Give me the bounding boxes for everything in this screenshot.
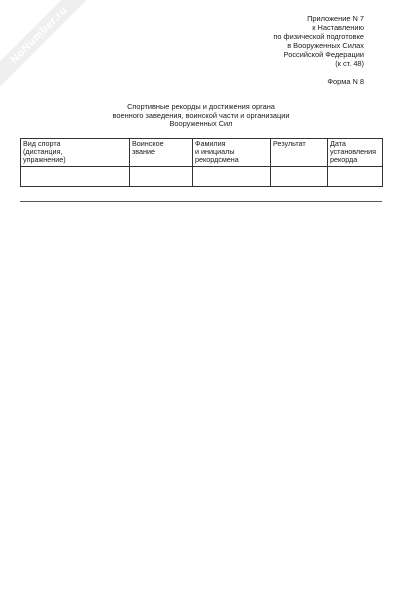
header-name: Фамилия и инициалы рекордсмена	[193, 139, 271, 167]
appendix-line: Приложение N 7	[307, 14, 364, 23]
title-line: Вооруженных Сил	[169, 119, 233, 129]
header-date: Дата установления рекорда	[328, 139, 383, 167]
table-cell[interactable]	[21, 167, 130, 187]
appendix-line: к Наставлению	[312, 23, 364, 32]
watermark-text: NoNumber.ru	[8, 4, 70, 66]
form-number: Форма N 8	[327, 77, 364, 86]
appendix-line: по физической подготовке	[273, 32, 364, 41]
title-line: военного заведения, воинской части и организации	[112, 110, 290, 120]
table-row	[21, 167, 383, 187]
title-line: Спортивные рекорды и достижения органа	[127, 102, 275, 111]
document-title	[20, 103, 382, 129]
table-cell[interactable]	[271, 167, 328, 187]
table-header-row	[21, 139, 383, 167]
header-rank: Воинское звание	[130, 139, 193, 167]
records-table	[20, 138, 383, 187]
appendix-line: (к ст. 48)	[335, 59, 364, 68]
header-sport: Вид спорта (дистанция, упражнение)	[21, 139, 130, 167]
appendix-reference	[273, 14, 364, 68]
watermark-logo	[0, 0, 98, 94]
appendix-line: Российской Федерации	[283, 50, 364, 59]
table-cell[interactable]	[193, 167, 271, 187]
appendix-line: в Вооруженных Силах	[287, 41, 364, 50]
header-result: Результат	[271, 139, 328, 167]
table-cell[interactable]	[328, 167, 383, 187]
table-cell[interactable]	[130, 167, 193, 187]
separator-line	[20, 201, 382, 202]
